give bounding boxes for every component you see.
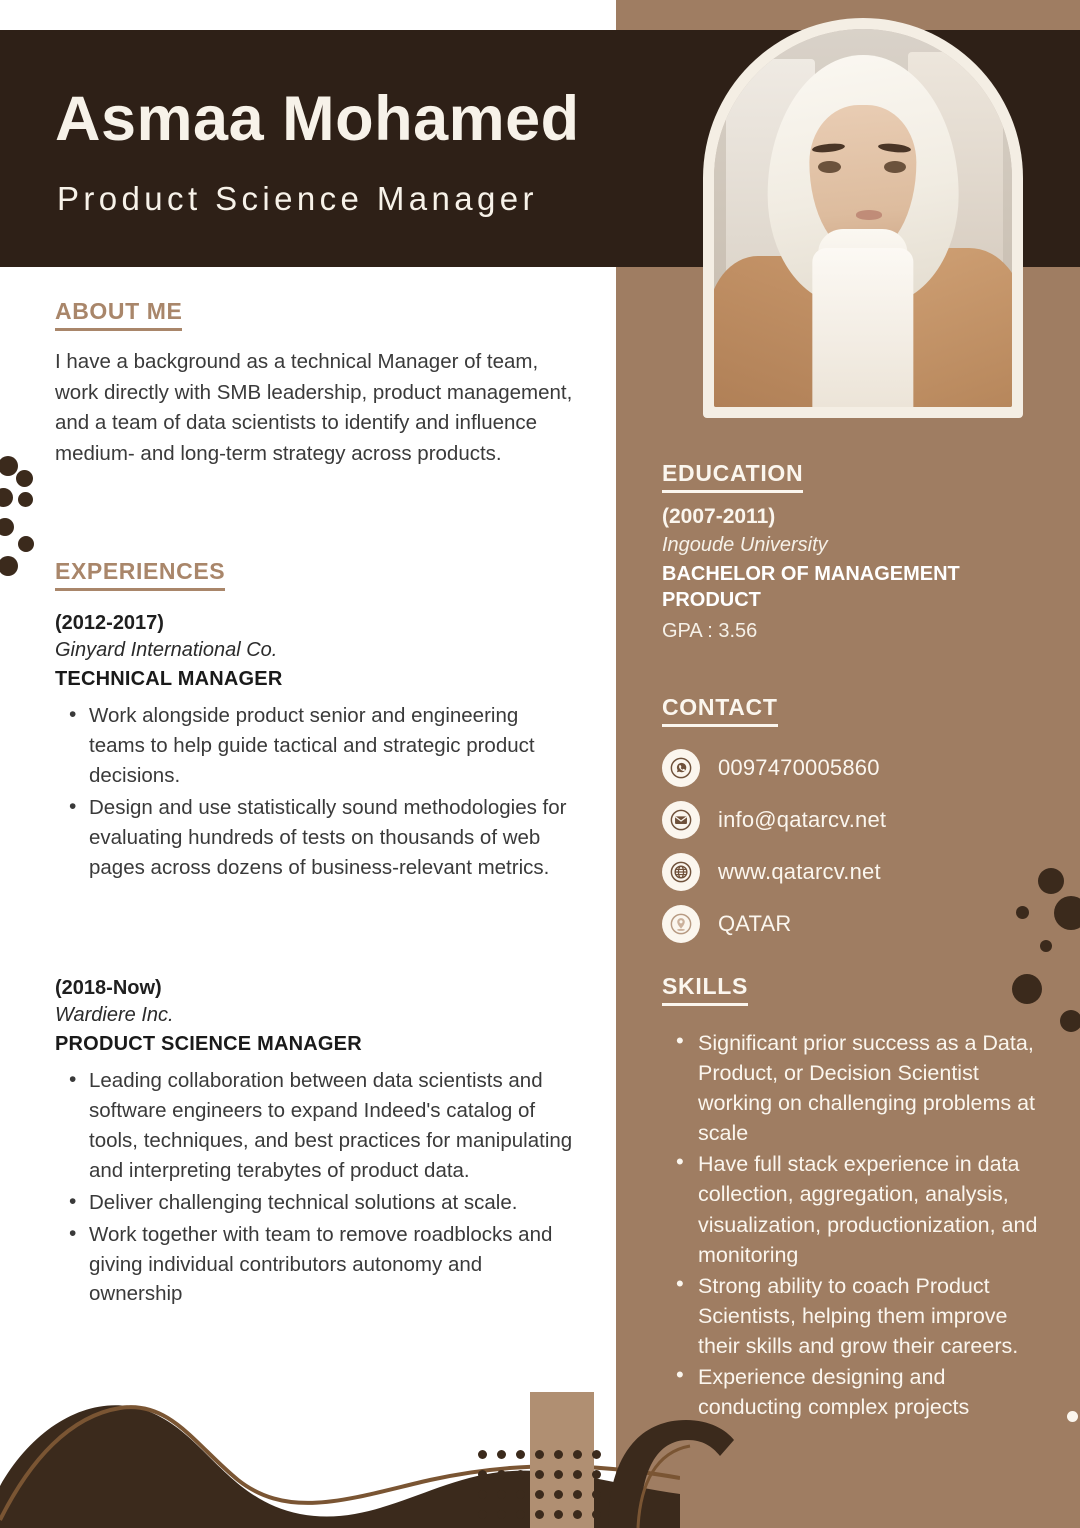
list-item: • Deliver challenging technical solutions at scale.: [55, 1188, 575, 1218]
experience-date: (2018-Now): [55, 977, 162, 999]
experience-item: [55, 977, 575, 1311]
education-school: Ingoude University: [662, 534, 828, 556]
education-date: (2007-2011): [662, 505, 776, 528]
experience-company: Wardiere Inc.: [55, 1004, 174, 1026]
dot-arc-decoration-left: [0, 440, 80, 600]
edge-dot-decoration: [1067, 1411, 1078, 1422]
dot-cluster-decoration-right: [990, 860, 1080, 1060]
education-degree: BACHELOR OF MANAGEMENT PRODUCT: [662, 563, 960, 612]
list-item: • Leading collaboration between data scientists and software engineers to expand Indeed's catalog of tools, techniques, and best practices for manipulating and interpreting terabytes of product data.: [55, 1066, 575, 1186]
list-item: • Significant prior success as a Data, Product, or Decision Scientist working on challenging problems at scale: [662, 1028, 1052, 1148]
experience-bullets: [55, 701, 575, 883]
section-heading-skills: SKILLS: [662, 973, 748, 1006]
list-item: • Work together with team to remove roadblocks and giving individual contributors autonomy and ownership: [55, 1220, 575, 1310]
education-gpa: GPA : 3.56: [662, 619, 758, 642]
list-item: • Design and use statistically sound methodologies for evaluating hundreds of tests on thousands of web pages across dozens of business-relevant metrics.: [55, 793, 575, 883]
location-icon: [662, 905, 700, 943]
section-heading-about: ABOUT ME: [55, 298, 182, 331]
list-item: • Strong ability to coach Product Scientists, helping them improve their skills and grow their careers.: [662, 1271, 1052, 1361]
footer-decoration: [0, 1368, 680, 1528]
globe-icon: [662, 853, 700, 891]
list-item: • Work alongside product senior and engineering teams to help guide tactical and strategic product decisions.: [55, 701, 575, 791]
job-role-subtitle: Product Science Manager: [57, 180, 538, 217]
contact-location-value: QATAR: [718, 911, 792, 936]
experience-item: [55, 612, 575, 885]
section-heading-education: EDUCATION: [662, 460, 803, 493]
contact-email-value: info@qatarcv.net: [718, 807, 887, 832]
about-text: I have a background as a technical Manager of team, work directly with SMB leadership, product management, and a team of data scientists to identify and influence medium- and long-term strategy across products.: [55, 350, 573, 465]
experience-company: Ginyard International Co.: [55, 639, 278, 661]
experience-bullets: [55, 1066, 575, 1309]
contact-phone-value: 0097470005860: [718, 755, 880, 780]
email-icon: [662, 801, 700, 839]
experience-date: (2012-2017): [55, 612, 164, 634]
contact-row-phone[interactable]: [662, 749, 1042, 787]
contact-row-location[interactable]: [662, 905, 1042, 943]
skills-list: [662, 1028, 1052, 1422]
portrait-photo: [714, 29, 1012, 407]
list-item: • Experience designing and conducting complex projects: [662, 1362, 1052, 1422]
portrait-photo-frame: [703, 18, 1023, 418]
list-item: • Have full stack experience in data collection, aggregation, analysis, visualization, productionization, and monitoring: [662, 1149, 1052, 1269]
contact-row-email[interactable]: [662, 801, 1042, 839]
experience-title: PRODUCT SCIENCE MANAGER: [55, 1033, 362, 1055]
section-heading-contact: CONTACT: [662, 694, 778, 727]
experience-title: TECHNICAL MANAGER: [55, 668, 283, 690]
whatsapp-icon: [662, 749, 700, 787]
contact-website-value: www.qatarcv.net: [718, 859, 881, 884]
contact-row-website[interactable]: [662, 853, 1042, 891]
section-heading-experiences: EXPERIENCES: [55, 558, 225, 591]
page-title: Asmaa Mohamed: [55, 84, 580, 154]
